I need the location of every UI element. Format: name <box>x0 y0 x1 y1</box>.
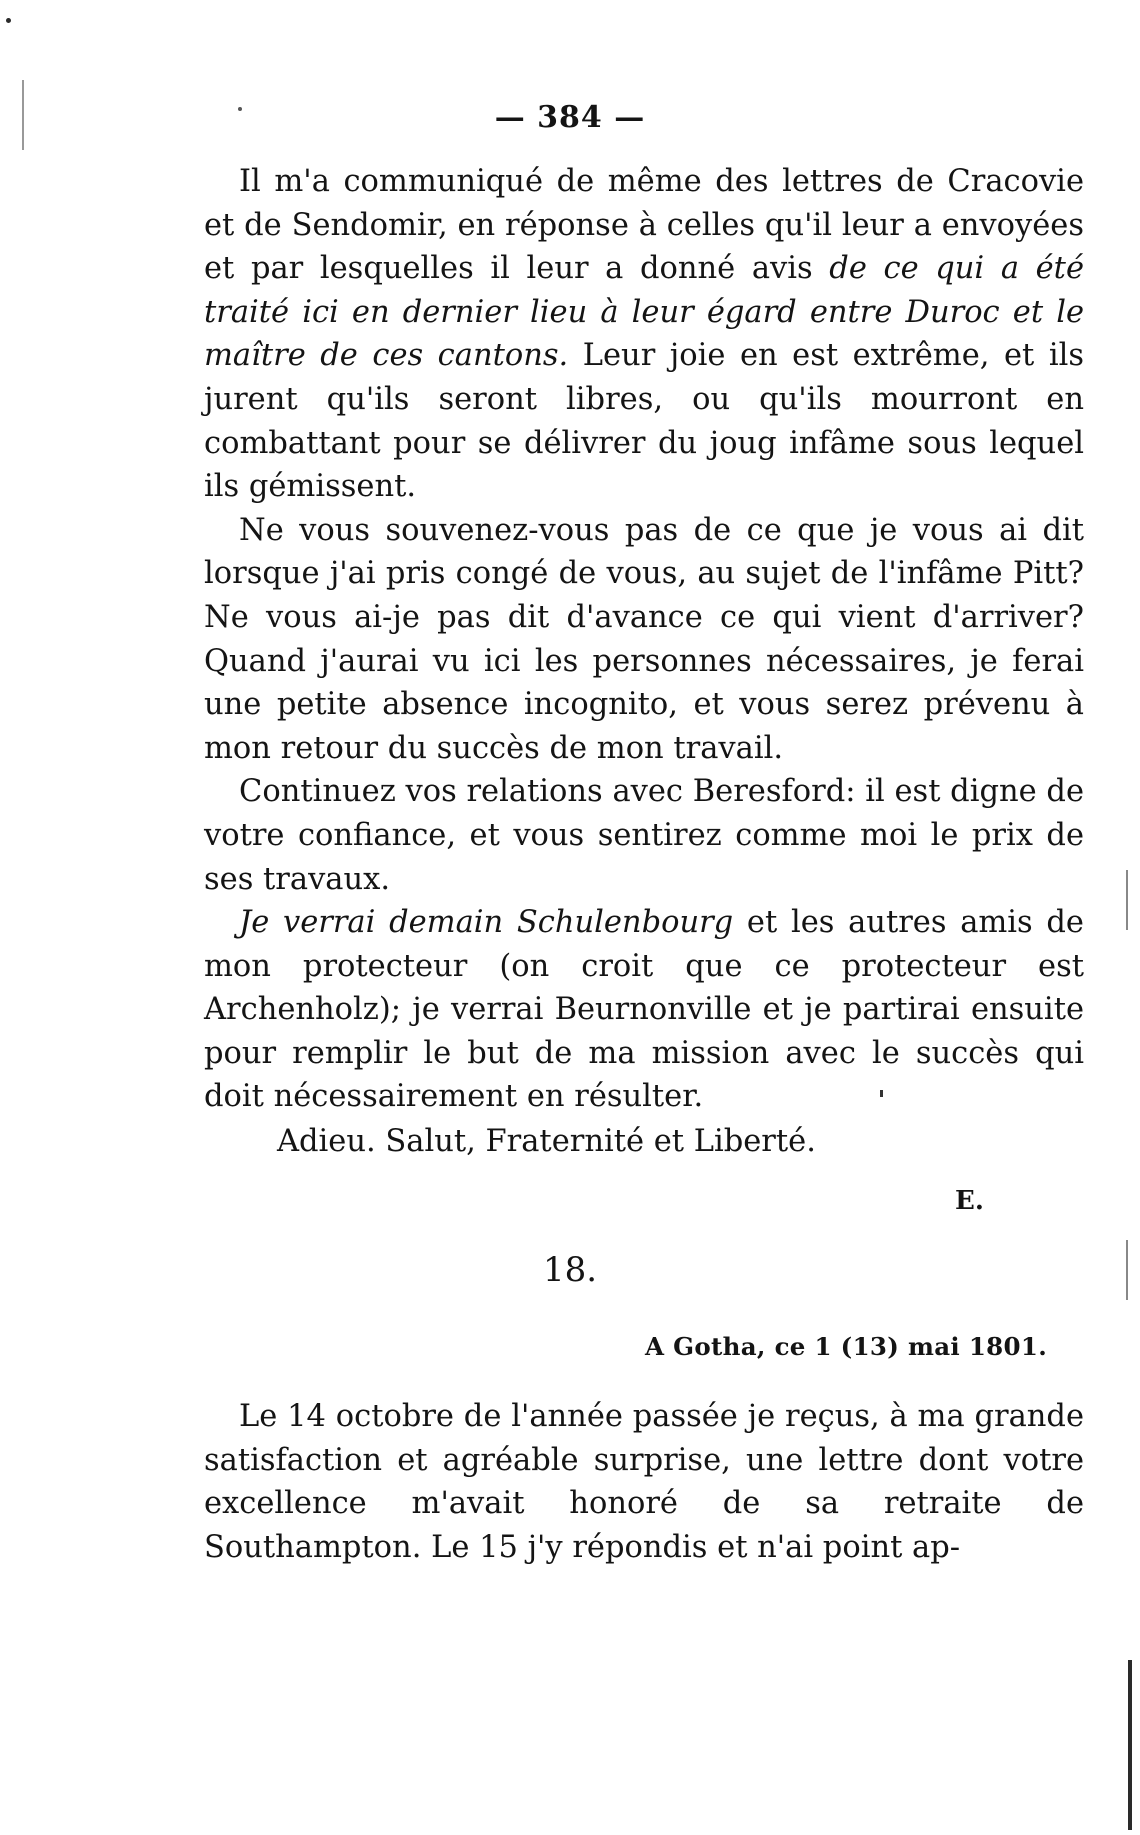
letter-17-body <box>204 160 1084 1119</box>
page-number: — 384 — <box>494 100 646 135</box>
paragraph <box>204 1395 1084 1569</box>
body-text: Il m'a communiqué de même des lettres de Cracovie et de Sendomir, en réponse à celles qu'il leur a envoyées et par lesquelles il leur a donné avis <box>204 164 1084 287</box>
body-text: Ne vous souvenez-vous pas de ce que je vous ai dit lorsque j'ai pris congé de vous, au sujet de l'infâme Pitt? Ne vous ai-je pas dit d'avance ce qui vient d'arriver? Quand j'aurai vu ici les personnes nécessaires, je ferai une petite absence incognito, et vous serez prévenu à mon retour du succès de mon travail. <box>204 512 1084 766</box>
margin-speck <box>6 18 11 23</box>
body-text: Leur joie en est extrême, et ils jurent qu'ils seront libres, ou qu'ils mourront en combattant pour se délivrer du joug infâme sous lequel ils gémissent. <box>204 338 1084 505</box>
margin-rule <box>1128 1660 1132 1830</box>
letter-number: 18. <box>542 1250 598 1290</box>
body-text: et les autres amis de mon protecteur (on croit que ce protecteur est Archenholz); je verrai Beurnonville et je partirai ensuite pour remplir le but de ma mission avec le succès qui doit nécessairement en résulter. <box>204 905 1084 1115</box>
place-date-line: A Gotha, ce 1 (13) mai 1801. <box>645 1332 1048 1361</box>
closing-salutation: Adieu. Salut, Fraternité et Liberté. <box>277 1124 816 1159</box>
paragraph <box>204 901 1084 1119</box>
margin-rule <box>1126 870 1128 930</box>
italic-text: Je verrai demain Schulenbourg <box>239 905 734 941</box>
paragraph <box>204 160 1084 509</box>
italic-text: de ce qui a été traité ici en dernier lieu à leur égard entre Duroc et le maître de ces cantons. <box>204 251 1084 374</box>
paragraph <box>204 509 1084 771</box>
body-text: Continuez vos relations avec Beresford: il est digne de votre confiance, et vous sentirez comme moi le prix de ses travaux. <box>204 774 1084 897</box>
body-text: Le 14 octobre de l'année passée je reçus, à ma grande satisfaction et agréable surprise, une lettre dont votre excellence m'avait honoré de sa retraite de Southampton. Le 15 j'y répondis et n'ai point ap- <box>204 1399 1084 1565</box>
signature-initial: E. <box>955 1186 984 1216</box>
paragraph <box>204 770 1084 901</box>
letter-18-body <box>204 1395 1084 1569</box>
